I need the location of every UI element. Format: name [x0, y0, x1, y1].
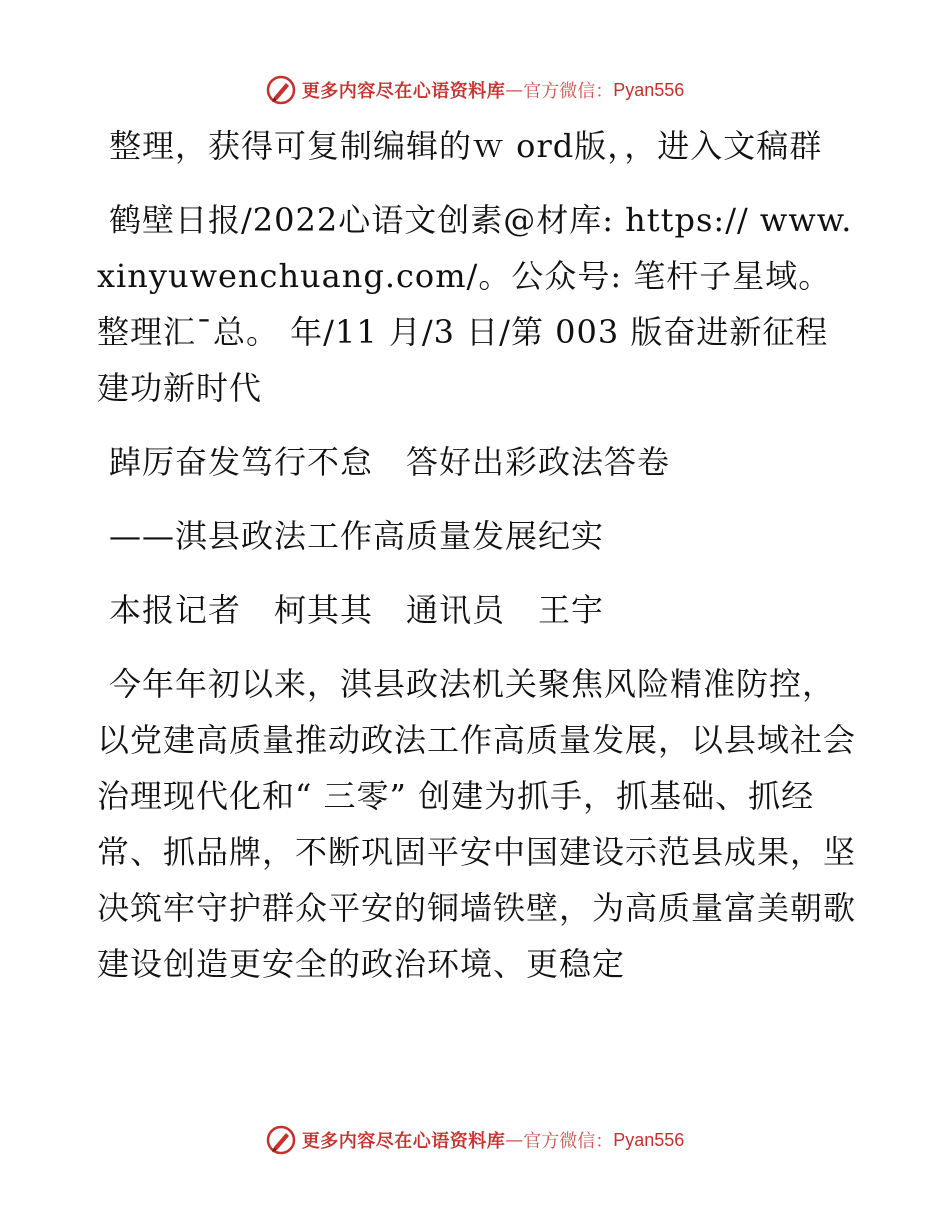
banner-wechat-id: Pyan556	[613, 1129, 685, 1150]
pen-logo-icon	[266, 1125, 296, 1155]
banner-main-text: 更多内容尽在心语资料库	[301, 1131, 506, 1152]
article-title: 踔厉奋发笃行不怠 答好出彩政法答卷	[109, 443, 671, 481]
banner-wechat-label: 官方微信：	[523, 81, 614, 102]
document-body	[97, 118, 857, 1010]
pen-logo-icon	[266, 75, 296, 105]
paragraph-intro: 整理，获得可复制编辑的ｗ ord版，，进入文稿群	[109, 127, 823, 165]
banner-wechat-label: 官方微信：	[523, 1131, 614, 1152]
header-banner	[0, 70, 950, 110]
article-byline: 本报记者 柯其其 通讯员 王宇	[109, 591, 605, 629]
banner-dash: —	[505, 1129, 524, 1151]
article-body-paragraph: 今年年初以来，淇县政法机关聚焦风险精准防控，以党建高质量推动政法工作高质量发展，以县域社会治理现代化和“ 三零” 创建为抓手，抓基础、抓经常、抓品牌，不断巩固平安中国建设示范县成果，坚决筑牢守护群众平安的铜墙铁壁，为高质量富美朝歌建设创造更安全的政治环境、更稳定	[97, 665, 857, 983]
banner-dash: —	[505, 79, 524, 101]
footer-banner	[0, 1120, 950, 1160]
banner-wechat-id: Pyan556	[613, 79, 685, 100]
article-subtitle: ——淇县政法工作高质量发展纪实	[109, 517, 605, 555]
banner-main-text: 更多内容尽在心语资料库	[301, 81, 506, 102]
paragraph-source: 鹤壁日报/2022心语文创素@材库: https:// www.xinyuwenchuang.com/。公众号: 笔杆子星域。整理汇¯总。 年/11 月/3 日/第 003 版奋进新征程 建功新时代	[97, 201, 853, 407]
